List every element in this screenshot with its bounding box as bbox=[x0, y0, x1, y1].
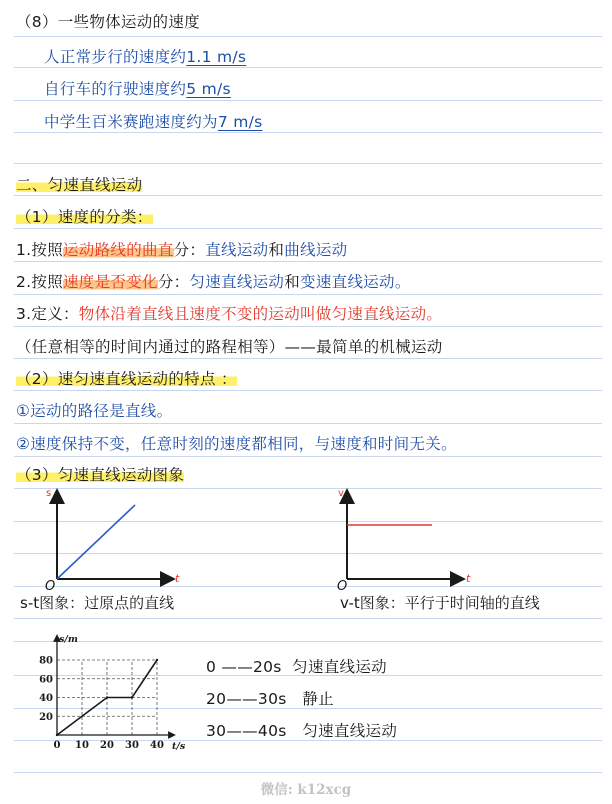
phase-range: 0 ——20s bbox=[206, 658, 282, 676]
item-key-term: 运动路线的曲直 bbox=[63, 241, 174, 259]
phase-desc: 匀速直线运动 bbox=[292, 658, 387, 676]
item-option-b: 曲线运动 bbox=[284, 241, 348, 259]
watermark: 微信: k12xcg bbox=[260, 782, 352, 798]
phase-desc: 静止 bbox=[302, 690, 334, 708]
item-prefix: 3.定义： bbox=[16, 305, 79, 323]
item-option-a: 直线运动 bbox=[205, 241, 269, 259]
definition-text: 物体沿着直线且速度不变的运动叫做匀速直线运动。 bbox=[78, 305, 443, 323]
phase-range: 30——40s bbox=[206, 722, 287, 740]
data-point bbox=[131, 696, 133, 698]
speed-item-label: 自行车的行驶速度约 bbox=[44, 80, 187, 98]
phase-range: 20——30s bbox=[206, 690, 287, 708]
x-tick-label: 10 bbox=[75, 740, 89, 751]
speed-item-value: 1.1 m/s bbox=[186, 48, 247, 66]
vt-y-label: v bbox=[338, 488, 344, 499]
speed-item-sprint bbox=[44, 112, 263, 132]
x-tick-label: 0 bbox=[53, 740, 61, 751]
classification-item-2 bbox=[16, 272, 411, 292]
speed-item-walking bbox=[44, 47, 246, 67]
st-graph bbox=[38, 484, 188, 594]
subheading-text: （2）速匀速直线运动的特点 ： bbox=[16, 370, 237, 388]
subheading-speed-classification bbox=[16, 207, 153, 227]
st-line bbox=[57, 505, 135, 579]
x-tick-label: 40 bbox=[150, 740, 164, 751]
phase-desc: 匀速直线运动 bbox=[302, 722, 398, 740]
speed-item-value: 5 m/s bbox=[186, 80, 231, 98]
x-tick-label: 20 bbox=[100, 740, 114, 751]
st-x-label: t bbox=[175, 572, 180, 585]
y-tick-label: 80 bbox=[39, 655, 53, 667]
data-point bbox=[56, 734, 58, 736]
phase-1 bbox=[206, 657, 387, 677]
st-data-chart-svg bbox=[22, 630, 197, 756]
subheading-text: （1）速度的分类： bbox=[16, 208, 153, 226]
classification-item-1 bbox=[16, 240, 347, 260]
st-y-label: s bbox=[46, 488, 52, 499]
item-conjunction: 和 bbox=[268, 241, 285, 259]
data-point bbox=[156, 659, 158, 661]
x-tick-label: 30 bbox=[125, 740, 139, 751]
vt-graph bbox=[328, 484, 478, 594]
st-caption: s-t图象：过原点的直线 bbox=[20, 594, 175, 612]
phase-3 bbox=[206, 721, 397, 741]
subheading-text: （3）匀速直线运动图象 bbox=[16, 466, 185, 484]
st-data-chart bbox=[22, 630, 197, 756]
speed-item-value: 7 m/s bbox=[217, 113, 263, 131]
item-option-b: 变速直线运动。 bbox=[300, 273, 411, 291]
speed-item-bicycle bbox=[44, 79, 231, 99]
item-option-a: 匀速直线运动 bbox=[189, 273, 285, 291]
definition-item-3 bbox=[16, 304, 442, 324]
y-tick-label: 60 bbox=[39, 674, 53, 686]
section8-title: （8）一些物体运动的速度 bbox=[16, 13, 200, 31]
speed-item-label: 中学生百米赛跑速度约为 bbox=[44, 113, 218, 131]
definition-note: （任意相等的时间内通过的路程相等）——最简单的机械运动 bbox=[16, 338, 443, 356]
item-prefix: 2.按照 bbox=[16, 273, 63, 291]
feature-1: ①运动的路径是直线。 bbox=[16, 402, 173, 420]
item-mid: 分： bbox=[157, 273, 190, 291]
y-tick-label: 20 bbox=[39, 711, 53, 723]
y-tick-label: 40 bbox=[39, 693, 53, 704]
item-prefix: 1.按照 bbox=[16, 241, 63, 259]
item-key-term: 速度是否变化 bbox=[63, 273, 158, 291]
st-origin-label: O bbox=[45, 579, 56, 594]
vt-x-label: t bbox=[466, 572, 471, 585]
vt-origin-label: O bbox=[337, 579, 348, 594]
subheading-features bbox=[16, 369, 237, 389]
phase-2 bbox=[206, 689, 334, 709]
subheading-graphs bbox=[16, 465, 184, 485]
data-point bbox=[106, 696, 108, 698]
feature-2: ②速度保持不变，任意时刻的速度都相同，与速度和时间无关。 bbox=[16, 435, 457, 453]
section2-title-text: 二、匀速直线运动 bbox=[16, 176, 143, 194]
item-conjunction: 和 bbox=[284, 273, 301, 291]
item-mid: 分： bbox=[173, 241, 206, 259]
chart-x-axis-label: t/s bbox=[172, 741, 186, 752]
vt-caption: v-t图象：平行于时间轴的直线 bbox=[340, 594, 540, 612]
section2-title bbox=[16, 175, 142, 195]
chart-y-axis-label: s/m bbox=[59, 634, 78, 645]
speed-item-label: 人正常步行的速度约 bbox=[44, 48, 187, 66]
